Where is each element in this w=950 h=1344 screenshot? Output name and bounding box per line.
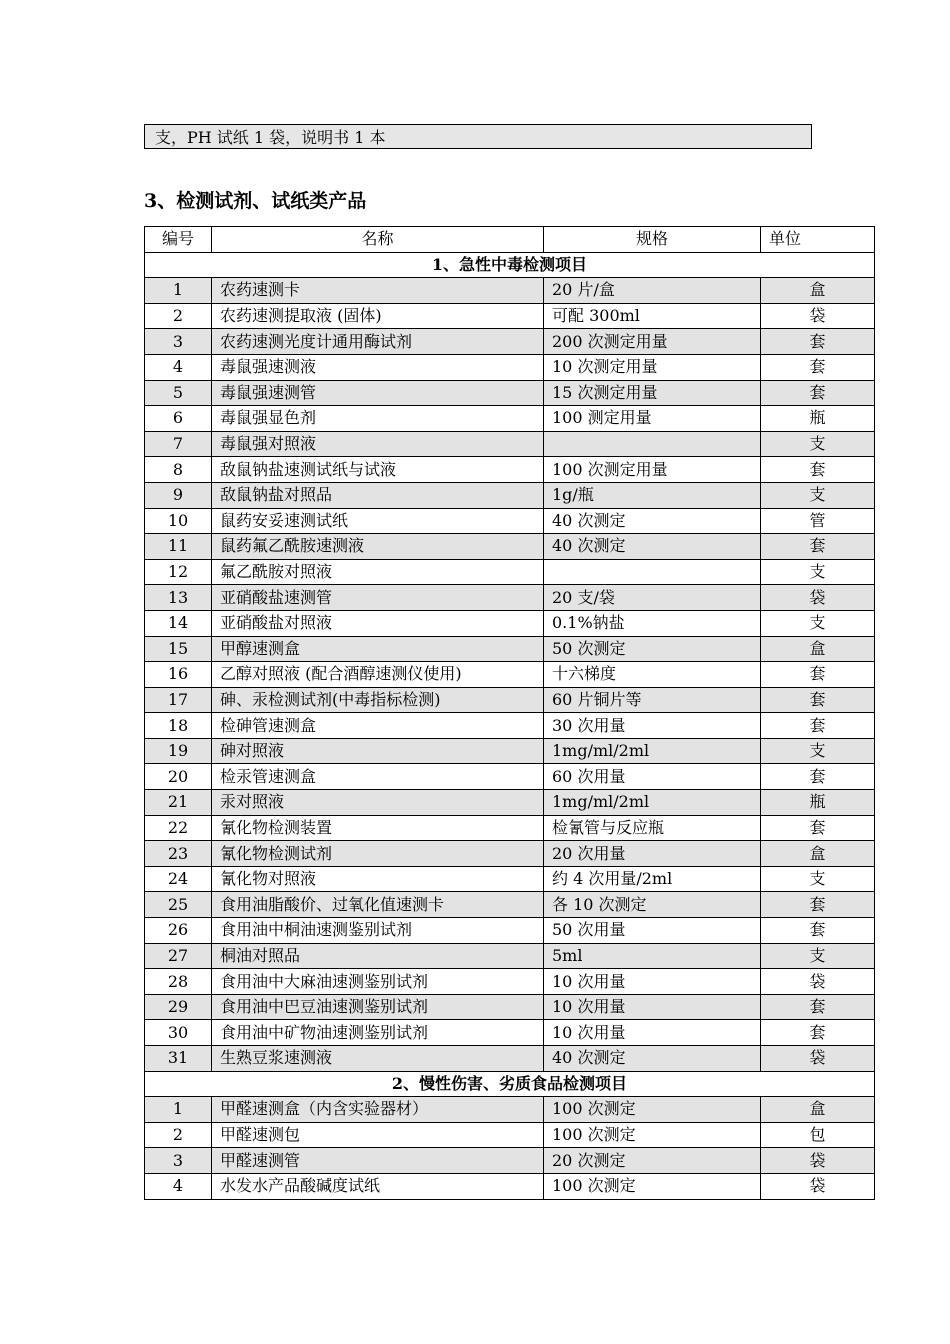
previous-table-tail: 支，PH 试纸 1 袋，说明书 1 本 (144, 124, 812, 149)
table-row (145, 1122, 875, 1148)
cell-unit: 套 (761, 534, 875, 560)
table-row (145, 508, 875, 534)
product-table (144, 226, 875, 1200)
cell-number: 2 (145, 303, 212, 329)
table-row (145, 738, 875, 764)
table-row (145, 1046, 875, 1072)
cell-number: 25 (145, 892, 212, 918)
cell-unit: 套 (761, 815, 875, 841)
cell-spec: 60 次用量 (544, 764, 761, 790)
cell-name: 乙醇对照液 (配合酒醇速测仪使用) (212, 662, 544, 688)
table-row (145, 380, 875, 406)
cell-unit: 瓶 (761, 406, 875, 432)
cell-spec: 约 4 次用量/2ml (544, 866, 761, 892)
table-row (145, 1173, 875, 1199)
cell-spec: 20 次测定 (544, 1148, 761, 1174)
cell-spec: 1mg/ml/2ml (544, 790, 761, 816)
cell-name: 农药速测提取液 (固体) (212, 303, 544, 329)
cell-name: 亚硝酸盐对照液 (212, 610, 544, 636)
table-row (145, 969, 875, 995)
cell-spec: 100 次测定用量 (544, 457, 761, 483)
cell-unit: 袋 (761, 1173, 875, 1199)
cell-spec: 200 次测定用量 (544, 329, 761, 355)
cell-number: 5 (145, 380, 212, 406)
cell-name: 敌鼠钠盐速测试纸与试液 (212, 457, 544, 483)
table-row (145, 841, 875, 867)
cell-spec: 1g/瓶 (544, 482, 761, 508)
cell-spec: 0.1%钠盐 (544, 610, 761, 636)
cell-number: 26 (145, 918, 212, 944)
cell-spec: 40 次测定 (544, 508, 761, 534)
table-row (145, 943, 875, 969)
cell-number: 19 (145, 738, 212, 764)
cell-number: 30 (145, 1020, 212, 1046)
cell-unit: 套 (761, 713, 875, 739)
cell-spec: 10 次用量 (544, 969, 761, 995)
table-row (145, 713, 875, 739)
cell-number: 16 (145, 662, 212, 688)
cell-name: 检砷管速测盒 (212, 713, 544, 739)
cell-number: 27 (145, 943, 212, 969)
cell-unit: 支 (761, 559, 875, 585)
cell-number: 1 (145, 278, 212, 304)
cell-number: 22 (145, 815, 212, 841)
cell-unit: 袋 (761, 969, 875, 995)
cell-unit: 瓶 (761, 790, 875, 816)
cell-name: 亚硝酸盐速测管 (212, 585, 544, 611)
cell-unit: 管 (761, 508, 875, 534)
cell-unit: 支 (761, 866, 875, 892)
cell-unit: 盒 (761, 841, 875, 867)
cell-spec: 10 次测定用量 (544, 354, 761, 380)
cell-name: 毒鼠强显色剂 (212, 406, 544, 432)
cell-unit: 袋 (761, 585, 875, 611)
table-row (145, 303, 875, 329)
cell-unit: 袋 (761, 303, 875, 329)
cell-number: 31 (145, 1046, 212, 1072)
cell-name: 氟乙酰胺对照液 (212, 559, 544, 585)
group-title: 1、急性中毒检测项目 (145, 252, 875, 278)
cell-name: 食用油中桐油速测鉴别试剂 (212, 918, 544, 944)
cell-unit: 袋 (761, 1148, 875, 1174)
table-row (145, 636, 875, 662)
cell-name: 生熟豆浆速测液 (212, 1046, 544, 1072)
cell-unit: 套 (761, 380, 875, 406)
cell-spec: 20 次用量 (544, 841, 761, 867)
cell-name: 农药速测光度计通用酶试剂 (212, 329, 544, 355)
cell-spec: 50 次用量 (544, 918, 761, 944)
cell-name: 氰化物检测装置 (212, 815, 544, 841)
cell-unit: 盒 (761, 1097, 875, 1123)
cell-name: 甲醛速测盒（内含实验器材） (212, 1097, 544, 1123)
cell-number: 9 (145, 482, 212, 508)
table-row (145, 482, 875, 508)
table-row (145, 994, 875, 1020)
cell-name: 毒鼠强速测液 (212, 354, 544, 380)
cell-spec: 检氰管与反应瓶 (544, 815, 761, 841)
table-row (145, 1097, 875, 1123)
table-row (145, 585, 875, 611)
cell-spec: 100 测定用量 (544, 406, 761, 432)
cell-spec: 10 次用量 (544, 1020, 761, 1046)
table-row (145, 687, 875, 713)
cell-number: 11 (145, 534, 212, 560)
cell-number: 17 (145, 687, 212, 713)
cell-number: 24 (145, 866, 212, 892)
cell-number: 23 (145, 841, 212, 867)
table-row (145, 1020, 875, 1046)
cell-unit: 盒 (761, 636, 875, 662)
table-row (145, 406, 875, 432)
cell-number: 4 (145, 1173, 212, 1199)
cell-unit: 盒 (761, 278, 875, 304)
cell-spec: 可配 300ml (544, 303, 761, 329)
cell-unit: 套 (761, 994, 875, 1020)
cell-spec: 十六梯度 (544, 662, 761, 688)
cell-name: 食用油中大麻油速测鉴别试剂 (212, 969, 544, 995)
cell-name: 水发水产品酸碱度试纸 (212, 1173, 544, 1199)
cell-unit: 套 (761, 457, 875, 483)
cell-unit: 套 (761, 354, 875, 380)
header-number: 编号 (145, 227, 212, 253)
cell-unit: 套 (761, 662, 875, 688)
header-spec: 规格 (544, 227, 761, 253)
table-row (145, 610, 875, 636)
table-row (145, 918, 875, 944)
cell-unit: 套 (761, 764, 875, 790)
cell-unit: 支 (761, 943, 875, 969)
cell-number: 14 (145, 610, 212, 636)
cell-spec: 各 10 次测定 (544, 892, 761, 918)
group-title: 2、慢性伤害、劣质食品检测项目 (145, 1071, 875, 1097)
cell-number: 1 (145, 1097, 212, 1123)
cell-name: 毒鼠强对照液 (212, 431, 544, 457)
cell-spec: 50 次测定 (544, 636, 761, 662)
cell-name: 食用油脂酸价、过氧化值速测卡 (212, 892, 544, 918)
table-row (145, 354, 875, 380)
table-row (145, 1148, 875, 1174)
cell-name: 氰化物检测试剂 (212, 841, 544, 867)
table-row (145, 329, 875, 355)
cell-name: 甲醛速测包 (212, 1122, 544, 1148)
cell-unit: 套 (761, 687, 875, 713)
table-body (145, 252, 875, 1199)
cell-spec (544, 431, 761, 457)
cell-spec: 100 次测定 (544, 1122, 761, 1148)
header-unit: 单位 (761, 227, 875, 253)
cell-number: 10 (145, 508, 212, 534)
cell-spec: 30 次用量 (544, 713, 761, 739)
cell-name: 砷、汞检测试剂(中毒指标检测) (212, 687, 544, 713)
cell-name: 氰化物对照液 (212, 866, 544, 892)
cell-spec: 15 次测定用量 (544, 380, 761, 406)
cell-spec: 100 次测定 (544, 1097, 761, 1123)
table-row (145, 892, 875, 918)
table-row (145, 815, 875, 841)
table-row (145, 431, 875, 457)
table-row (145, 278, 875, 304)
cell-unit: 袋 (761, 1046, 875, 1072)
cell-spec: 5ml (544, 943, 761, 969)
cell-unit: 套 (761, 1020, 875, 1046)
cell-number: 21 (145, 790, 212, 816)
cell-spec: 40 次测定 (544, 534, 761, 560)
cell-name: 桐油对照品 (212, 943, 544, 969)
cell-name: 检汞管速测盒 (212, 764, 544, 790)
cell-name: 甲醇速测盒 (212, 636, 544, 662)
cell-unit: 套 (761, 918, 875, 944)
section-title: 3、检测试剂、试纸类产品 (144, 190, 367, 212)
table-row (145, 559, 875, 585)
cell-number: 29 (145, 994, 212, 1020)
header-name: 名称 (212, 227, 544, 253)
cell-name: 敌鼠钠盐对照品 (212, 482, 544, 508)
table-row (145, 534, 875, 560)
cell-name: 鼠药氟乙酰胺速测液 (212, 534, 544, 560)
cell-name: 鼠药安妥速测试纸 (212, 508, 544, 534)
cell-number: 12 (145, 559, 212, 585)
cell-name: 砷对照液 (212, 738, 544, 764)
cell-spec: 40 次测定 (544, 1046, 761, 1072)
cell-unit: 套 (761, 329, 875, 355)
cell-number: 15 (145, 636, 212, 662)
group-row (145, 1071, 875, 1097)
cell-unit: 支 (761, 738, 875, 764)
cell-number: 18 (145, 713, 212, 739)
cell-name: 食用油中巴豆油速测鉴别试剂 (212, 994, 544, 1020)
table-row (145, 790, 875, 816)
cell-name: 汞对照液 (212, 790, 544, 816)
cell-unit: 支 (761, 610, 875, 636)
cell-number: 8 (145, 457, 212, 483)
cell-number: 2 (145, 1122, 212, 1148)
cell-number: 6 (145, 406, 212, 432)
cell-spec (544, 559, 761, 585)
cell-number: 3 (145, 1148, 212, 1174)
group-row (145, 252, 875, 278)
cell-unit: 包 (761, 1122, 875, 1148)
cell-name: 甲醛速测管 (212, 1148, 544, 1174)
cell-number: 20 (145, 764, 212, 790)
cell-number: 4 (145, 354, 212, 380)
cell-spec: 20 支/袋 (544, 585, 761, 611)
table-row (145, 457, 875, 483)
cell-unit: 支 (761, 431, 875, 457)
cell-unit: 支 (761, 482, 875, 508)
cell-number: 7 (145, 431, 212, 457)
cell-name: 农药速测卡 (212, 278, 544, 304)
cell-name: 食用油中矿物油速测鉴别试剂 (212, 1020, 544, 1046)
cell-spec: 10 次用量 (544, 994, 761, 1020)
cell-number: 13 (145, 585, 212, 611)
table-row (145, 764, 875, 790)
table-header-row (145, 227, 875, 253)
cell-spec: 100 次测定 (544, 1173, 761, 1199)
table-row (145, 662, 875, 688)
cell-number: 3 (145, 329, 212, 355)
cell-unit: 套 (761, 892, 875, 918)
cell-spec: 60 片铜片等 (544, 687, 761, 713)
cell-spec: 1mg/ml/2ml (544, 738, 761, 764)
cell-name: 毒鼠强速测管 (212, 380, 544, 406)
cell-spec: 20 片/盒 (544, 278, 761, 304)
cell-number: 28 (145, 969, 212, 995)
table-row (145, 866, 875, 892)
